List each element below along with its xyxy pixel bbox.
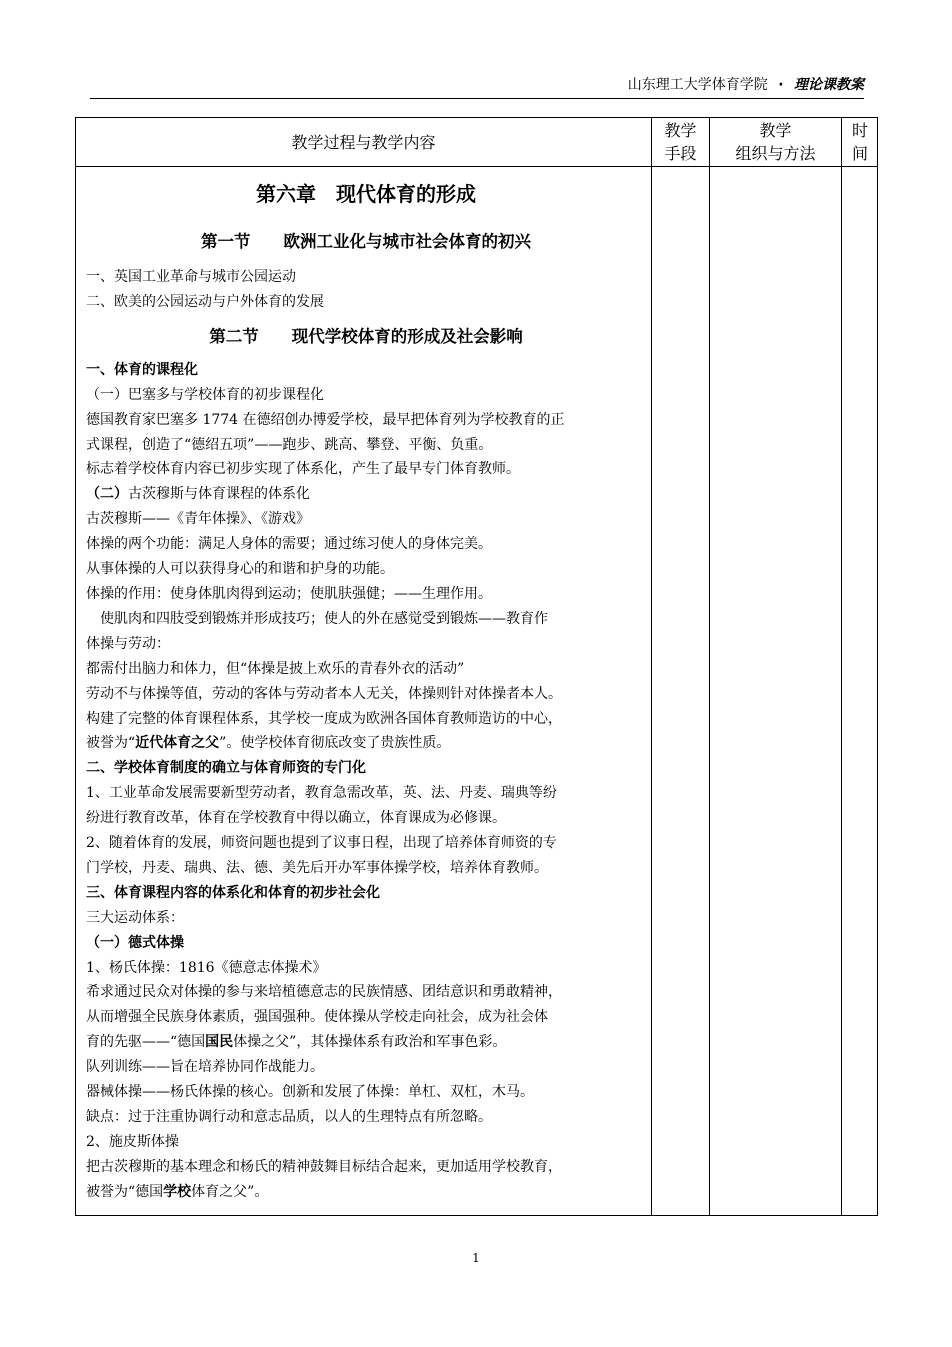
col-head-content-label: 教学过程与教学内容 <box>291 132 436 152</box>
text-line: 缺点：过于注重协调行动和意志品质，以人的生理特点有所忽略。 <box>86 1109 492 1125</box>
text-span: 育的先驱——“德国 <box>86 1034 206 1051</box>
text-line: 二、欧美的公园运动与户外体育的发展 <box>86 293 324 310</box>
col-head-time-line2: 间 <box>851 144 868 163</box>
text-line: 体操与劳动： <box>86 635 170 652</box>
col-head-method <box>710 118 841 166</box>
text-line: 器械体操——杨氏体操的核心。创新和发展了体操：单杠、双杠，木马。 <box>86 1084 534 1101</box>
text-line: （一）巴塞多与学校体育的初步课程化 <box>86 386 324 403</box>
lesson-content <box>86 170 646 1205</box>
header-doc-type: 理论课教案 <box>794 77 864 93</box>
text-line: 劳动不与体操等值，劳动的客体与劳动者本人无关，体操则针对体操者本人。 <box>86 685 562 702</box>
page-header <box>90 72 864 99</box>
text-line: 式课程，创造了“德绍五项”——跑步、跳高、攀登、平衡、负重。 <box>86 436 493 453</box>
heading-line: 二、学校体育制度的确立与体育师资的专门化 <box>86 760 366 777</box>
text-span: ”。使学校体育彻底改变了贵族性质。 <box>219 735 451 752</box>
header-separator: · <box>778 77 784 93</box>
text-line: 三大运动体系： <box>86 909 184 926</box>
header-text <box>628 74 864 94</box>
text-line: 从而增强全民族身体素质，强国强种。使体操从学校走向社会，成为社会体 <box>86 1009 548 1026</box>
col-head-time-line1: 时 <box>851 121 868 140</box>
text-line <box>86 1180 646 1205</box>
text-line: 队列训练——旨在培养协同作战能力。 <box>86 1059 324 1076</box>
chapter-title: 第六章 现代体育的形成 <box>256 182 476 206</box>
header-institution: 山东理工大学体育学院 <box>627 77 768 93</box>
text-line: 构建了完整的体育课程体系，其学校一度成为欧洲各国体育教师造访的中心， <box>86 710 562 727</box>
column-divider-3 <box>841 118 842 1215</box>
text-line: 体操的作用：使身体肌肉得到运动；使肌肤强健；——生理作用。 <box>86 585 492 602</box>
text-line: 1、杨氏体操：1816《德意志体操术》 <box>86 959 327 976</box>
text-span: 古茨穆斯与体育课程的体系化 <box>128 486 310 503</box>
text-line: 体操的两个功能：满足人身体的需要；通过练习使人的身体完美。 <box>86 536 492 553</box>
text-line: 把古茨穆斯的基本理念和杨氏的精神鼓舞目标结合起来，更加适用学校教育， <box>86 1158 562 1175</box>
lesson-plan-table <box>75 117 878 1216</box>
page-number: 1 <box>472 1251 480 1265</box>
text-span: 体操之父”，其体操体系有政治和军事色彩。 <box>233 1034 507 1051</box>
bold-text: 学校 <box>163 1183 192 1200</box>
text-span: 被誉为“ <box>86 735 136 752</box>
text-span: 体育之父”。 <box>191 1183 269 1200</box>
text-line: 门学校，丹麦、瑞典、法、德、美先后开办军事体操学校，培养体育教师。 <box>86 859 548 876</box>
heading-prefix: 一、 <box>86 361 114 378</box>
heading-line: （一）德式体操 <box>86 934 184 951</box>
text-line: 2、施皮斯体操 <box>86 1133 179 1150</box>
text-line: 使肌肉和四肢受到锻炼并形成技巧；使人的外在感觉受到锻炼——教育作 <box>100 610 548 627</box>
text-line: 都需付出脑力和体力，但“体操是披上欢乐的青春外衣的活动” <box>86 660 465 677</box>
header-row-divider <box>76 166 877 167</box>
section-title: 第二节 现代学校体育的形成及社会影响 <box>209 326 523 346</box>
text-line: 从事体操的人可以获得身心的和谐和护身的功能。 <box>86 561 394 578</box>
text-line <box>86 482 646 507</box>
text-line: 纷进行教育改革，体育在学校教育中得以确立，体育课成为必修课。 <box>86 810 506 827</box>
col-head-means <box>652 118 709 166</box>
text-line: 古茨穆斯——《青年体操》、《游戏》 <box>86 511 310 528</box>
text-line <box>86 731 646 756</box>
text-line: 一、英国工业革命与城市公园运动 <box>86 269 296 285</box>
heading-line <box>86 358 646 383</box>
heading-text: 体育的课程化 <box>114 361 198 378</box>
col-head-method-line1: 教学 <box>759 121 792 140</box>
col-head-content <box>76 118 651 166</box>
text-line: 标志着学校体育内容已初步实现了体系化，产生了最早专门体育教师。 <box>86 461 520 478</box>
text-line: 2、随着体育的发展，师资问题也提到了议事日程，出现了培养体育师资的专 <box>86 835 557 852</box>
text-span: 被誉为“德国 <box>86 1183 164 1200</box>
bold-text: （二） <box>86 486 128 503</box>
col-head-time <box>842 118 878 166</box>
column-divider-2 <box>709 118 710 1215</box>
text-line <box>86 1030 646 1055</box>
col-head-means-line2: 手段 <box>664 144 697 163</box>
col-head-means-line1: 教学 <box>664 121 697 140</box>
col-head-method-line2: 组织与方法 <box>735 144 816 163</box>
heading-line: 三、体育课程内容的体系化和体育的初步社会化 <box>86 884 380 901</box>
section-title: 第一节 欧洲工业化与城市社会体育的初兴 <box>201 232 531 251</box>
bold-text: 近代体育之父 <box>135 735 220 752</box>
text-line: 德国教育家巴塞多 1774 在德绍创办博爱学校，最早把体育列为学校教育的正 <box>86 411 565 428</box>
text-line: 1、工业革命发展需要新型劳动者，教育急需改革，英、法、丹麦、瑞典等纷 <box>86 785 557 802</box>
text-line: 希求通过民众对体操的参与来培植德意志的民族情感、团结意识和勇敢精神， <box>86 984 562 1001</box>
column-divider-1 <box>651 118 652 1215</box>
bold-text: 国民 <box>205 1034 234 1051</box>
